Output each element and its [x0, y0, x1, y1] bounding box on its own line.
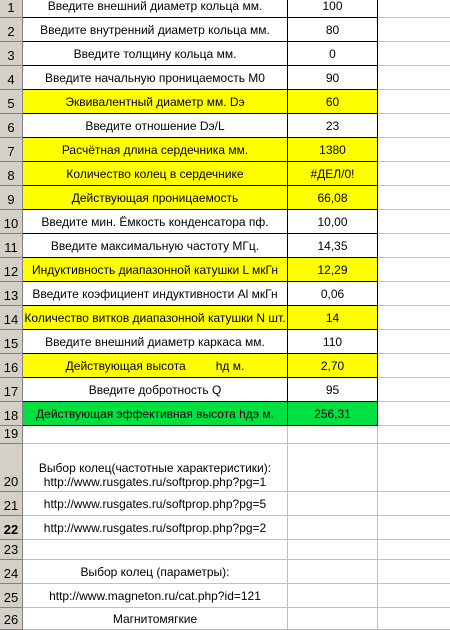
heading-text: Выбор колец(частотные характеристики):	[38, 461, 272, 475]
empty-cell[interactable]	[288, 608, 378, 630]
empty-cell[interactable]	[378, 282, 450, 306]
empty-cell[interactable]	[378, 330, 450, 354]
value-cell[interactable]: 10,00	[288, 210, 378, 234]
link-cell[interactable]: http://www.rusgates.ru/softprop.php?pg=5	[23, 492, 288, 516]
label-cell[interactable]: Действующая проницаемость	[23, 186, 288, 210]
table-row	[0, 258, 450, 282]
table-row	[0, 18, 450, 42]
empty-cell[interactable]	[378, 162, 450, 186]
value-cell[interactable]: 256,31	[288, 402, 378, 426]
row-number[interactable]: 14	[0, 306, 23, 330]
table-row	[0, 66, 450, 90]
row-number[interactable]: 2	[0, 18, 23, 42]
empty-cell[interactable]	[378, 444, 450, 492]
empty-cell[interactable]	[23, 540, 288, 560]
table-row	[0, 540, 450, 560]
empty-cell[interactable]	[378, 402, 450, 426]
row-number[interactable]: 22	[0, 516, 23, 540]
value-cell[interactable]: 66,08	[288, 186, 378, 210]
label-cell[interactable]: Индуктивность диапазонной катушки L мкГн	[23, 258, 288, 282]
label-cell[interactable]: Введите мин. Ёмкость конденсатора пф.	[23, 210, 288, 234]
value-cell[interactable]: 0,06	[288, 282, 378, 306]
value-cell[interactable]: 14	[288, 306, 378, 330]
table-row	[0, 138, 450, 162]
table-row	[0, 444, 450, 492]
empty-cell[interactable]	[378, 234, 450, 258]
table-row	[0, 560, 450, 584]
row-number[interactable]: 4	[0, 66, 23, 90]
row-number[interactable]: 26	[0, 608, 23, 630]
value-cell[interactable]: 95	[288, 378, 378, 402]
empty-cell[interactable]	[288, 584, 378, 608]
label-cell[interactable]: Введите добротность Q	[23, 378, 288, 402]
value-cell[interactable]: 14,35	[288, 234, 378, 258]
label-cell[interactable]: Введите коэфициент индуктивности Al мкГн	[23, 282, 288, 306]
empty-cell[interactable]	[288, 444, 378, 492]
label-cell[interactable]: Введите начальную проницаемость М0	[23, 66, 288, 90]
empty-cell[interactable]	[288, 540, 378, 560]
label-cell[interactable]: Введите отношение Dэ/L	[23, 114, 288, 138]
value-cell[interactable]: 100	[288, 0, 378, 18]
empty-cell[interactable]	[378, 114, 450, 138]
table-row	[0, 114, 450, 138]
value-cell[interactable]: 90	[288, 66, 378, 90]
row-number[interactable]: 25	[0, 584, 23, 608]
empty-cell[interactable]	[288, 560, 378, 584]
label-cell[interactable]: Количество витков диапазонной катушки N шт.	[23, 306, 288, 330]
empty-cell[interactable]	[378, 516, 450, 540]
table-row	[0, 282, 450, 306]
row-number[interactable]: 19	[0, 426, 23, 444]
table-row	[0, 234, 450, 258]
row-number[interactable]: 24	[0, 560, 23, 584]
label-cell[interactable]: Количество колец в сердечнике	[23, 162, 288, 186]
row-number[interactable]: 15	[0, 330, 23, 354]
label-cell[interactable]: Эквивалентный диаметр мм. Dэ	[23, 90, 288, 114]
label-cell[interactable]: Введите внешний диаметр каркаса мм.	[23, 330, 288, 354]
row-number[interactable]: 10	[0, 210, 23, 234]
empty-cell[interactable]	[23, 426, 288, 444]
row-number[interactable]: 8	[0, 162, 23, 186]
row-number[interactable]: 23	[0, 540, 23, 560]
value-cell[interactable]: #ДЕЛ/0!	[288, 162, 378, 186]
empty-cell[interactable]	[378, 492, 450, 516]
row-number[interactable]: 6	[0, 114, 23, 138]
empty-cell[interactable]	[378, 0, 450, 18]
empty-cell[interactable]	[378, 426, 450, 444]
empty-cell[interactable]	[378, 18, 450, 42]
label-cell[interactable]: Расчётная длина сердечника мм.	[23, 138, 288, 162]
table-row	[0, 330, 450, 354]
empty-cell[interactable]	[378, 584, 450, 608]
row-number[interactable]: 16	[0, 354, 23, 378]
label-cell[interactable]: Введите внешний диаметр кольца мм.	[23, 0, 288, 18]
empty-cell[interactable]	[378, 540, 450, 560]
row-number[interactable]: 1	[0, 0, 23, 18]
table-row	[0, 210, 450, 234]
link-text[interactable]: http://www.rusgates.ru/softprop.php?pg=1	[43, 475, 267, 489]
value-cell[interactable]: 60	[288, 90, 378, 114]
table-row	[0, 378, 450, 402]
value-cell[interactable]: 0	[288, 42, 378, 66]
table-row	[0, 402, 450, 426]
empty-cell[interactable]	[288, 492, 378, 516]
table-row	[0, 90, 450, 114]
row-number[interactable]: 13	[0, 282, 23, 306]
row-number[interactable]: 17	[0, 378, 23, 402]
empty-cell[interactable]	[378, 354, 450, 378]
link-cell[interactable]: http://www.magneton.ru/cat.php?id=121	[23, 584, 288, 608]
row-number[interactable]: 21	[0, 492, 23, 516]
value-cell[interactable]: 12,29	[288, 258, 378, 282]
empty-cell[interactable]	[378, 90, 450, 114]
empty-cell[interactable]	[378, 186, 450, 210]
empty-cell[interactable]	[378, 378, 450, 402]
link-cell[interactable]: http://www.rusgates.ru/softprop.php?pg=2	[23, 516, 288, 540]
empty-cell[interactable]	[378, 608, 450, 630]
text-cell[interactable]	[23, 444, 288, 492]
row-number[interactable]: 20	[0, 444, 23, 492]
table-row	[0, 0, 450, 18]
row-number[interactable]: 5	[0, 90, 23, 114]
label-cell[interactable]: Действующая эффективная высота hдэ м.	[23, 402, 288, 426]
row-number[interactable]: 11	[0, 234, 23, 258]
empty-cell[interactable]	[378, 42, 450, 66]
value-cell[interactable]: 80	[288, 18, 378, 42]
table-row	[0, 306, 450, 330]
table-row	[0, 608, 450, 630]
value-cell[interactable]: 2,70	[288, 354, 378, 378]
empty-cell[interactable]	[288, 426, 378, 444]
empty-cell[interactable]	[378, 66, 450, 90]
row-number[interactable]: 3	[0, 42, 23, 66]
table-row	[0, 162, 450, 186]
label-cell[interactable]: Введите внутренний диаметр кольца мм.	[23, 18, 288, 42]
empty-cell[interactable]	[378, 258, 450, 282]
value-cell[interactable]: 23	[288, 114, 378, 138]
row-number[interactable]: 7	[0, 138, 23, 162]
empty-cell[interactable]	[378, 210, 450, 234]
empty-cell[interactable]	[288, 516, 378, 540]
label-cell[interactable]: Введите толщину кольца мм.	[23, 42, 288, 66]
table-row	[0, 584, 450, 608]
table-row	[0, 186, 450, 210]
value-cell[interactable]: 110	[288, 330, 378, 354]
text-cell[interactable]: Магнитомягкие	[23, 608, 288, 630]
empty-cell[interactable]	[378, 306, 450, 330]
table-row	[0, 492, 450, 516]
row-number[interactable]: 12	[0, 258, 23, 282]
empty-cell[interactable]	[378, 560, 450, 584]
text-cell[interactable]: Выбор колец (параметры):	[23, 560, 288, 584]
label-cell[interactable]: Введите максимальную частоту МГц.	[23, 234, 288, 258]
table-row	[0, 354, 450, 378]
value-cell[interactable]: 1380	[288, 138, 378, 162]
row-number[interactable]: 9	[0, 186, 23, 210]
table-row	[0, 516, 450, 540]
row-number[interactable]: 18	[0, 402, 23, 426]
table-row	[0, 426, 450, 444]
empty-cell[interactable]	[378, 138, 450, 162]
table-row	[0, 42, 450, 66]
label-cell[interactable]: Действующая высота hд м.	[23, 354, 288, 378]
